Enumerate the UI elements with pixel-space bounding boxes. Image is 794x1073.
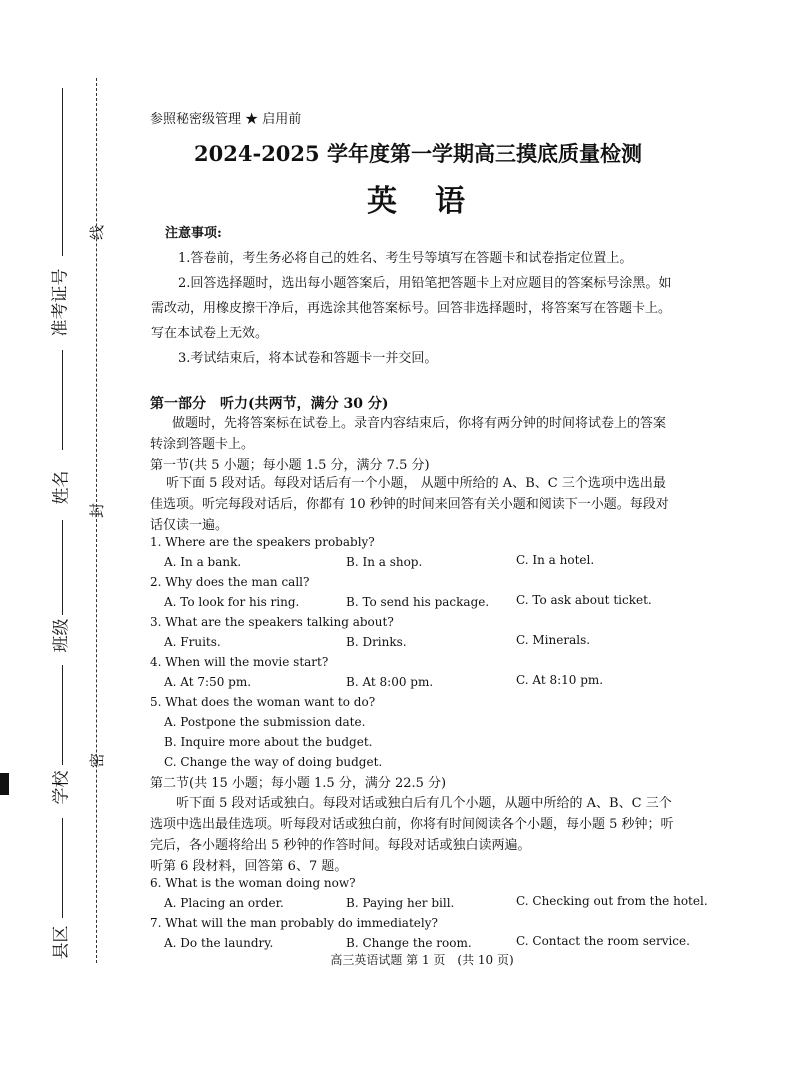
option-c: C. Checking out from the hotel. — [516, 894, 708, 908]
note-item: 需改动，用橡皮擦干净后，再选涂其他答案标号。回答非选择题时，将答案写在答题卡上。 — [151, 301, 672, 316]
option-c: C. Minerals. — [516, 633, 591, 647]
section1-instruction: 话仅读一遍。 — [150, 518, 229, 533]
option-a: A. Placing an order. — [164, 896, 284, 910]
label-school: 学校 — [51, 770, 72, 805]
option-b: B. Change the room. — [346, 936, 472, 950]
section1-instruction: 佳选项。听完每段对话后，你都有 10 秒钟的时间来回答有关小题和阅读下一小题。每段对 — [150, 497, 669, 512]
option-c: C. To ask about ticket. — [516, 593, 652, 607]
option-a: A. At 7:50 pm. — [164, 675, 252, 689]
part1-intro: 做题时，先将答案标在试卷上。录音内容结束后，你将有两分钟的时间将试卷上的答案 — [172, 416, 667, 431]
section2-instruction: 听下面 5 段对话或独白。每段对话或独白后有几个小题，从题中所给的 A、B、C 三个 — [176, 796, 672, 811]
note-item: 写在本试卷上无效。 — [151, 326, 269, 341]
option-b: B. Paying her bill. — [346, 896, 455, 910]
section2-heading: 第二节(共 15 小题；每小题 1.5 分，满分 22.5 分) — [150, 776, 447, 791]
label-class: 班级 — [51, 618, 72, 653]
label-name: 姓名 — [51, 470, 72, 505]
note-item: 2.回答选择题时，选出每小题答案后，用铅笔把答题卡上对应题目的答案标号涂黑。如 — [178, 276, 672, 291]
option-b: B. In a shop. — [346, 555, 423, 569]
option-a: A. Fruits. — [164, 635, 221, 649]
section2-instruction: 完后，各小题将给出 5 秒钟的作答时间。每段对话或独白读两遍。 — [150, 838, 531, 853]
note-item: 1.答卷前，考生务必将自己的姓名、考生号等填写在答题卡和试卷指定位置上。 — [178, 251, 633, 266]
registration-mark — [0, 773, 9, 795]
seal-mark-seal: 封 — [88, 502, 107, 519]
material-note: 听第 6 段材料，回答第 6、7 题。 — [150, 859, 348, 874]
exam-title: 2024-2025 学年度第一学期高三摸底质量检测 — [194, 141, 642, 166]
option-a: A. To look for his ring. — [164, 595, 300, 609]
section1-instruction: 听下面 5 段对话。每段对话后有一个小题， 从题中所给的 A、B、C 三个选项中选出最 — [166, 476, 666, 491]
page-footer: 高三英语试题 第 1 页 (共 10 页) — [330, 953, 514, 967]
field-line-school — [62, 665, 63, 765]
question-stem: 3. What are the speakers talking about? — [150, 615, 394, 629]
question-stem: 2. Why does the man call? — [150, 575, 310, 589]
field-line-exam-id — [62, 88, 63, 256]
part1-heading: 第一部分 听力(共两节，满分 30 分) — [150, 396, 389, 412]
field-line-name — [62, 350, 63, 450]
question-stem: 1. Where are the speakers probably? — [150, 535, 375, 549]
confidential-label: 参照秘密级管理 ★ 启用前 — [150, 112, 302, 127]
seal-mark-line: 线 — [88, 224, 107, 241]
seal-mark-secret: 密 — [88, 752, 107, 769]
option-a: A. Do the laundry. — [164, 936, 274, 950]
label-district: 县区 — [51, 925, 72, 960]
option-c: C. At 8:10 pm. — [516, 673, 604, 687]
option-a: A. Postpone the submission date. — [164, 715, 366, 729]
option-b: B. Drinks. — [346, 635, 407, 649]
question-stem: 4. When will the movie start? — [150, 655, 329, 669]
option-c: C. In a hotel. — [516, 553, 595, 567]
question-stem: 7. What will the man probably do immediately? — [150, 916, 438, 930]
option-c: C. Contact the room service. — [516, 934, 690, 948]
question-stem: 5. What does the woman want to do? — [150, 695, 376, 709]
field-line-district — [62, 818, 63, 918]
subject-title: 英 语 — [367, 184, 469, 219]
option-b: B. At 8:00 pm. — [346, 675, 434, 689]
field-line-class — [62, 520, 63, 615]
notes-heading: 注意事项: — [165, 226, 222, 241]
question-stem: 6. What is the woman doing now? — [150, 876, 356, 890]
option-a: A. In a bank. — [164, 555, 242, 569]
section2-instruction: 选项中选出最佳选项。听每段对话或独白前，你将有时间阅读各个小题，每小题 5 秒钟；听 — [150, 817, 674, 832]
part1-intro: 转涂到答题卡上。 — [150, 437, 255, 452]
note-item: 3.考试结束后，将本试卷和答题卡一并交回。 — [178, 351, 438, 366]
section1-heading: 第一节(共 5 小题；每小题 1.5 分，满分 7.5 分) — [150, 458, 430, 473]
option-b: B. Inquire more about the budget. — [164, 735, 373, 749]
label-exam-id: 准考证号 — [50, 268, 71, 337]
option-c: C. Change the way of doing budget. — [164, 755, 383, 769]
option-b: B. To send his package. — [346, 595, 490, 609]
